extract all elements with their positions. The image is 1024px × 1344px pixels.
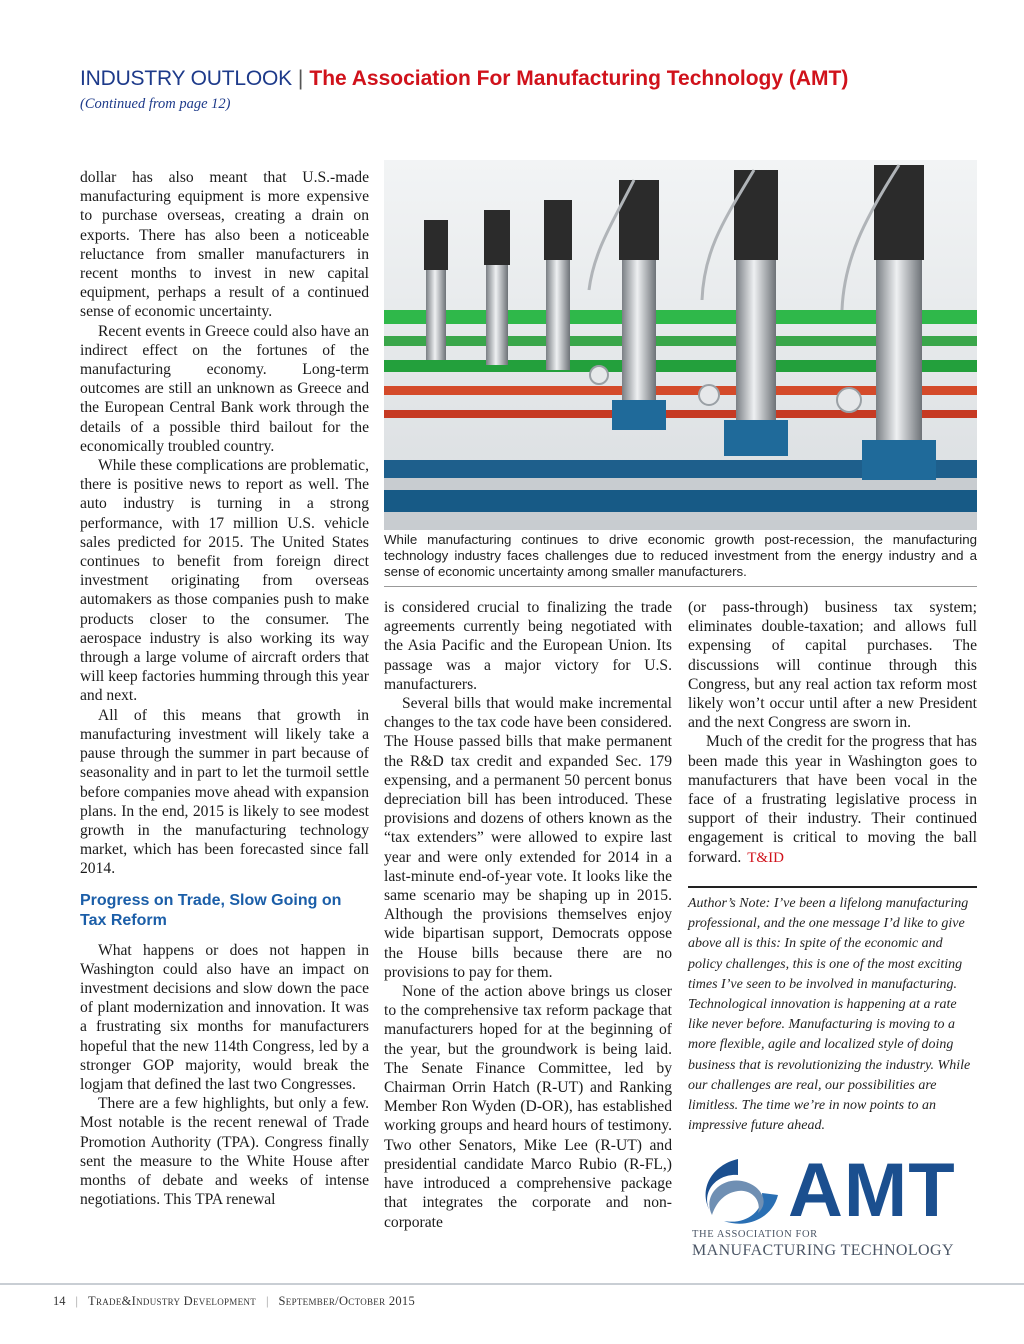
page-number: 14: [53, 1294, 66, 1308]
header-line: [80, 64, 980, 94]
photo-caption: While manufacturing continues to drive economic growth post-recession, the manufacturing technology industry faces challenges due to reduced investment from the energy industry and a sense of economic uncertainty among smaller manufacturers.: [384, 532, 977, 580]
issue-date: September/October 2015: [278, 1294, 416, 1308]
paragraph: While these complications are problematic, there is positive news to report as well. The auto industry is turning in a strong performance, with 17 million U.S. vehicle sales predicted for 2015. The United States continues to benefit from foreign direct investment originating from overseas automakers as those companies push to make products closer to the consumer. The aerospace industry is also working its way through a large volume of aircraft orders that will keep factories humming through this year and next.: [80, 457, 369, 705]
paragraph: (or pass-through) business tax system; eliminates double-taxation; and allows full expensing of capital purchases. The discussions will continue through this Congress, but any real action tax reform most likely won’t occur until after a new President and the next Congress are sworn in.: [688, 599, 977, 732]
footer-separator: |: [75, 1294, 79, 1308]
association-title: The Association For Manufacturing Technology (AMT): [309, 67, 849, 90]
caption-divider: [384, 586, 977, 587]
paragraph: Recent events in Greece could also have an indirect effect on the fortunes of the manufacturing economy. Long-term outcomes are still an unknown as Greece and the European Central Bank work through the details of a possible third bailout for the economically troubled country.: [80, 322, 369, 455]
continued-note: (Continued from page 12): [80, 96, 231, 112]
page-header: [80, 64, 980, 113]
section-subhead: Progress on Trade, Slow Going on Tax Reform: [80, 891, 342, 929]
amt-logo: [692, 1148, 977, 1263]
section-title: INDUSTRY OUTLOOK: [80, 67, 292, 90]
author-note: Author’s Note: I’ve been a lifelong manufacturing professional, and the one message I’d like to give above all is this: In spite of the economic and policy challenges, this is one of the most exciting times I’ve seen to be involved in manufacturing. Technological innovation is happening at a rate like never before. Manufacturing is moving to a more flexible, agile and localized style of doing business that is revolutionizing the industry. While our challenges are real, our possibilities are limitless. The time we’re in now points to an impressive future ahead.: [688, 896, 971, 1134]
author-note-divider: [688, 886, 977, 888]
article-column-2: [384, 598, 672, 1232]
amt-swirl-icon: [692, 1155, 784, 1229]
logo-tagline-1: THE ASSOCIATION FOR: [692, 1229, 818, 1240]
closing-text: Much of the credit for the progress that has been made this year in Washington goes to manufacturers that have been vocal in the face of a frustrating legislative process in support of their industry. Their continued engagement is critical to moving the ball forward.: [688, 733, 977, 866]
amt-wordmark: AMT: [788, 1148, 956, 1233]
paragraph: [688, 732, 977, 867]
paragraph: All of this means that growth in manufacturing investment will likely take a pause through the summer in part because of seasonality and in part to let the turmoil settle before companies move ahead with expansion plans. In the end, 2015 is likely to see modest growth in the manufacturing technology market, which has been forecasted since fall 2014.: [80, 706, 369, 878]
paragraph: There are a few highlights, but only a few. Most notable is the recent renewal of Trade Promotion Authority (TPA). Congress finally sent the measure to the White House after months of debate and weeks of intense negotiations. This TPA renewal: [80, 1095, 369, 1209]
header-separator: |: [297, 67, 304, 90]
paragraph: None of the action above brings us closer to the comprehensive tax reform package that manufacturers hoped for at the beginning of the year, but the groundwork is being laid. The Senate Finance Committee, led by Chairman Orrin Hatch (R-UT) and Ranking Member Ron Wyden (D-OR), has established working groups and heard hours of testimony. Two other Senators, Mike Lee (R-UT) and presidential candidate Marco Rubio (R-FL,) have introduced a comprehensive package that integrates the corporate and non-corporate: [384, 983, 672, 1231]
paragraph: What happens or does not happen in Washington could also have an impact on investment decisions and slow down the pace of plant modernization and innovation. It was a frustrating six months for manufacturers hopeful that the new 114th Congress, led by a stronger GOP majority, would break the logjam that defined the last two Congresses.: [80, 941, 369, 1093]
publication-name: Trade&Industry Development: [88, 1294, 256, 1308]
footer-separator: |: [266, 1294, 269, 1308]
logo-tagline-2: MANUFACTURING TECHNOLOGY: [692, 1242, 954, 1259]
article-column-3: [688, 598, 977, 868]
paragraph: Several bills that would make incremental changes to the tax code have been considered. The House passed bills that make permanent the R&D tax credit and expanded Sec. 179 expensing, and a permanent 50 percent bonus depreciation bill has been introduced. These provisions and dozens of others known as the “tax extenders” were allowed to expire last year and were only extended for 2014 in a last-minute end-of-year vote. It looks like the same scenario may be shaping up in 2015. Although the provisions themselves enjoy wide bipartisan support, Democrats oppose the House bills because there are no provisions to pay for them.: [384, 695, 672, 981]
pumps-illustration: [384, 160, 977, 530]
article-column-1: [80, 168, 369, 1209]
footer-divider: [0, 1283, 1024, 1285]
industrial-pumps-photo: [384, 160, 977, 530]
paragraph: dollar has also meant that U.S.-made manufacturing equipment is more expensive to purchase overseas, creating a drain on exports. There has also been a noticeable reluctance from smaller manufacturers in recent months to invest in new capital equipment, perhaps a result of a continued sense of economic uncertainty.: [80, 169, 369, 321]
paragraph: is considered crucial to finalizing the trade agreements currently being negotiated with the Asia Pacific and the European Union. Its passage was a major victory for U.S. manufacturers.: [384, 599, 672, 693]
end-mark: T&ID: [747, 849, 784, 866]
page-footer: [53, 1294, 415, 1309]
